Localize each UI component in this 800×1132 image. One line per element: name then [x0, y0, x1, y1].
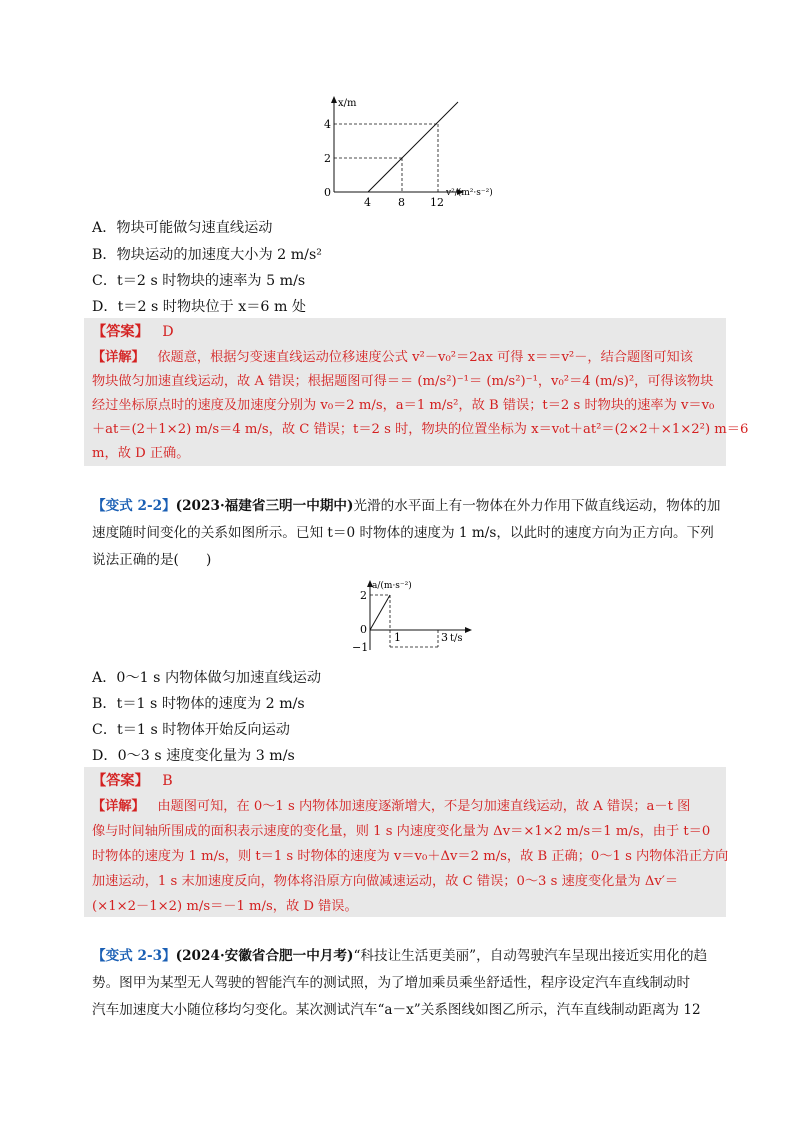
graph2-y-tick-2: 2 — [360, 589, 367, 602]
q2-option-c: C．t＝1 s 时物体开始反向运动 — [92, 722, 290, 738]
q1-detail-line-5: m，故 D 正确。 — [92, 446, 190, 461]
q2-detail-line-1: 【详解】 由题图可知，在 0～1 s 内物体加速度逐渐增大，不是匀加速直线运动，故 A 错误；a－t 图 — [92, 799, 691, 814]
q2-detail-line-4: 加速运动，1 s 末加速度反向，物体将沿原方向做减速运动，故 C 错误；0～3 s 速度变化量为 Δv′＝ — [92, 874, 679, 889]
q2-stem-line-3: 说法正确的是( ) — [92, 552, 212, 568]
q3-source: (2024·安徽省合肥一中月考) — [175, 948, 354, 964]
q1-option-b: B．物块运动的加速度大小为 2 m/s² — [92, 247, 322, 263]
q2-source: (2023·福建省三明一中期中) — [175, 498, 354, 514]
q1-option-d: D．t＝2 s 时物块位于 x＝6 m 处 — [92, 299, 307, 315]
graph1-y-tick-0: 0 — [324, 186, 331, 199]
graph1-x-tick-12: 12 — [430, 196, 444, 209]
q1-answer-value: D — [162, 324, 174, 340]
q1-detail-line-2: 物块做匀加速直线运动，故 A 错误；根据题图可得＝＝ (m/s²)⁻¹＝ (m/s²)⁻¹，v₀²＝4 (m/s)²，可得该物块 — [92, 374, 714, 389]
graph1-y-tick-4: 4 — [324, 118, 331, 131]
q2-tag: 【变式 2-2】 — [92, 498, 176, 514]
q1-detail-line-3: 经过坐标原点时的速度及加速度分别为 v₀＝2 m/s，a＝1 m/s²，故 B 错误；t＝2 s 时物块的速率为 v＝v₀ — [92, 398, 715, 413]
q2-option-a: A．0～1 s 内物体做匀加速直线运动 — [92, 670, 322, 686]
graph1-x-tick-8: 8 — [398, 196, 405, 209]
graph1-x-tick-4: 4 — [364, 196, 371, 209]
graph2-y-tick-0: 0 — [360, 623, 367, 636]
q2-answer — [92, 771, 173, 791]
q2-answer-value: B — [162, 773, 173, 789]
q1-detail-line-4: ＋at＝(2＋1×2) m/s＝4 m/s，故 C 错误；t＝2 s 时，物块的位置坐标为 x＝v₀t＋at²＝(2×2＋×1×2²) m＝6 — [92, 422, 749, 437]
q1-detail-label: 【详解】 — [92, 350, 145, 365]
graph2-y-tick-neg1: −1 — [352, 641, 369, 654]
q1-answer — [92, 322, 174, 342]
q3-stem-line-3: 汽车加速度大小随位移均匀变化。某次测试汽车“a－x”关系图线如图乙所示，汽车直线制动距离为 12 — [92, 1002, 701, 1018]
q3-stem-line-1: 【变式 2-3】(2024·安徽省合肥一中月考)“科技让生活更美丽”，自动驾驶汽车呈现出接近实用化的趋 — [92, 948, 708, 964]
q3-stem-line-2: 势。图甲为某型无人驾驶的智能汽车的测试照，为了增加乘员乘坐舒适性，程序设定汽车直线制动时 — [92, 975, 691, 991]
q1-answer-label: 【答案】 — [92, 324, 149, 340]
graph2-x-label: t/s — [450, 633, 463, 644]
graph1-y-label: x/m — [338, 98, 357, 109]
graph1-y-tick-2: 2 — [324, 152, 331, 165]
q1-option-a: A．物块可能做匀速直线运动 — [92, 220, 273, 236]
q2-detail-line-2: 像与时间轴所围成的面积表示速度的变化量，则 1 s 内速度变化量为 Δv＝×1×2 m/s＝1 m/s，由于 t＝0 — [92, 824, 711, 839]
q2-stem-line-2: 速度随时间变化的关系如图所示。已知 t＝0 时物体的速度为 1 m/s，以此时的速度方向为正方向。下列 — [92, 525, 714, 541]
x-v2-graph — [310, 92, 510, 212]
q2-option-d: D．0～3 s 速度变化量为 3 m/s — [92, 748, 295, 764]
q1-option-c: C．t＝2 s 时物块的速率为 5 m/s — [92, 273, 306, 289]
a-t-graph — [350, 578, 500, 658]
q1-detail-line-1: 【详解】 依题意，根据匀变速直线运动位移速度公式 v²－v₀²＝2ax 可得 x＝＝v²－，结合题图可知该 — [92, 350, 693, 365]
graph2-ramp — [370, 595, 390, 630]
q2-detail-label: 【详解】 — [92, 799, 145, 814]
q2-answer-label: 【答案】 — [92, 773, 149, 789]
graph1-data-line — [368, 102, 458, 192]
q2-detail-line-5: (×1×2－1×2) m/s＝－1 m/s，故 D 错误。 — [92, 899, 358, 914]
q3-tag: 【变式 2-3】 — [92, 948, 176, 964]
graph1-x-label: v²/(m²·s⁻²) — [446, 188, 493, 198]
q2-stem-line-1: 【变式 2-2】(2023·福建省三明一中期中)光滑的水平面上有一物体在外力作用下做直线运动，物体的加 — [92, 498, 721, 514]
q2-option-b: B．t＝1 s 时物体的速度为 2 m/s — [92, 696, 305, 712]
graph2-x-tick-3: 3 — [441, 631, 448, 644]
graph2-x-tick-1: 1 — [394, 631, 401, 644]
q2-detail-line-3: 时物体的速度为 1 m/s，则 t＝1 s 时物体的速度为 v＝v₀＋Δv＝2 m/s，故 B 正确；0～1 s 内物体沿正方向 — [92, 849, 729, 864]
graph2-y-label: a/(m·s⁻²) — [372, 581, 412, 591]
q2-answer-box — [84, 767, 729, 917]
